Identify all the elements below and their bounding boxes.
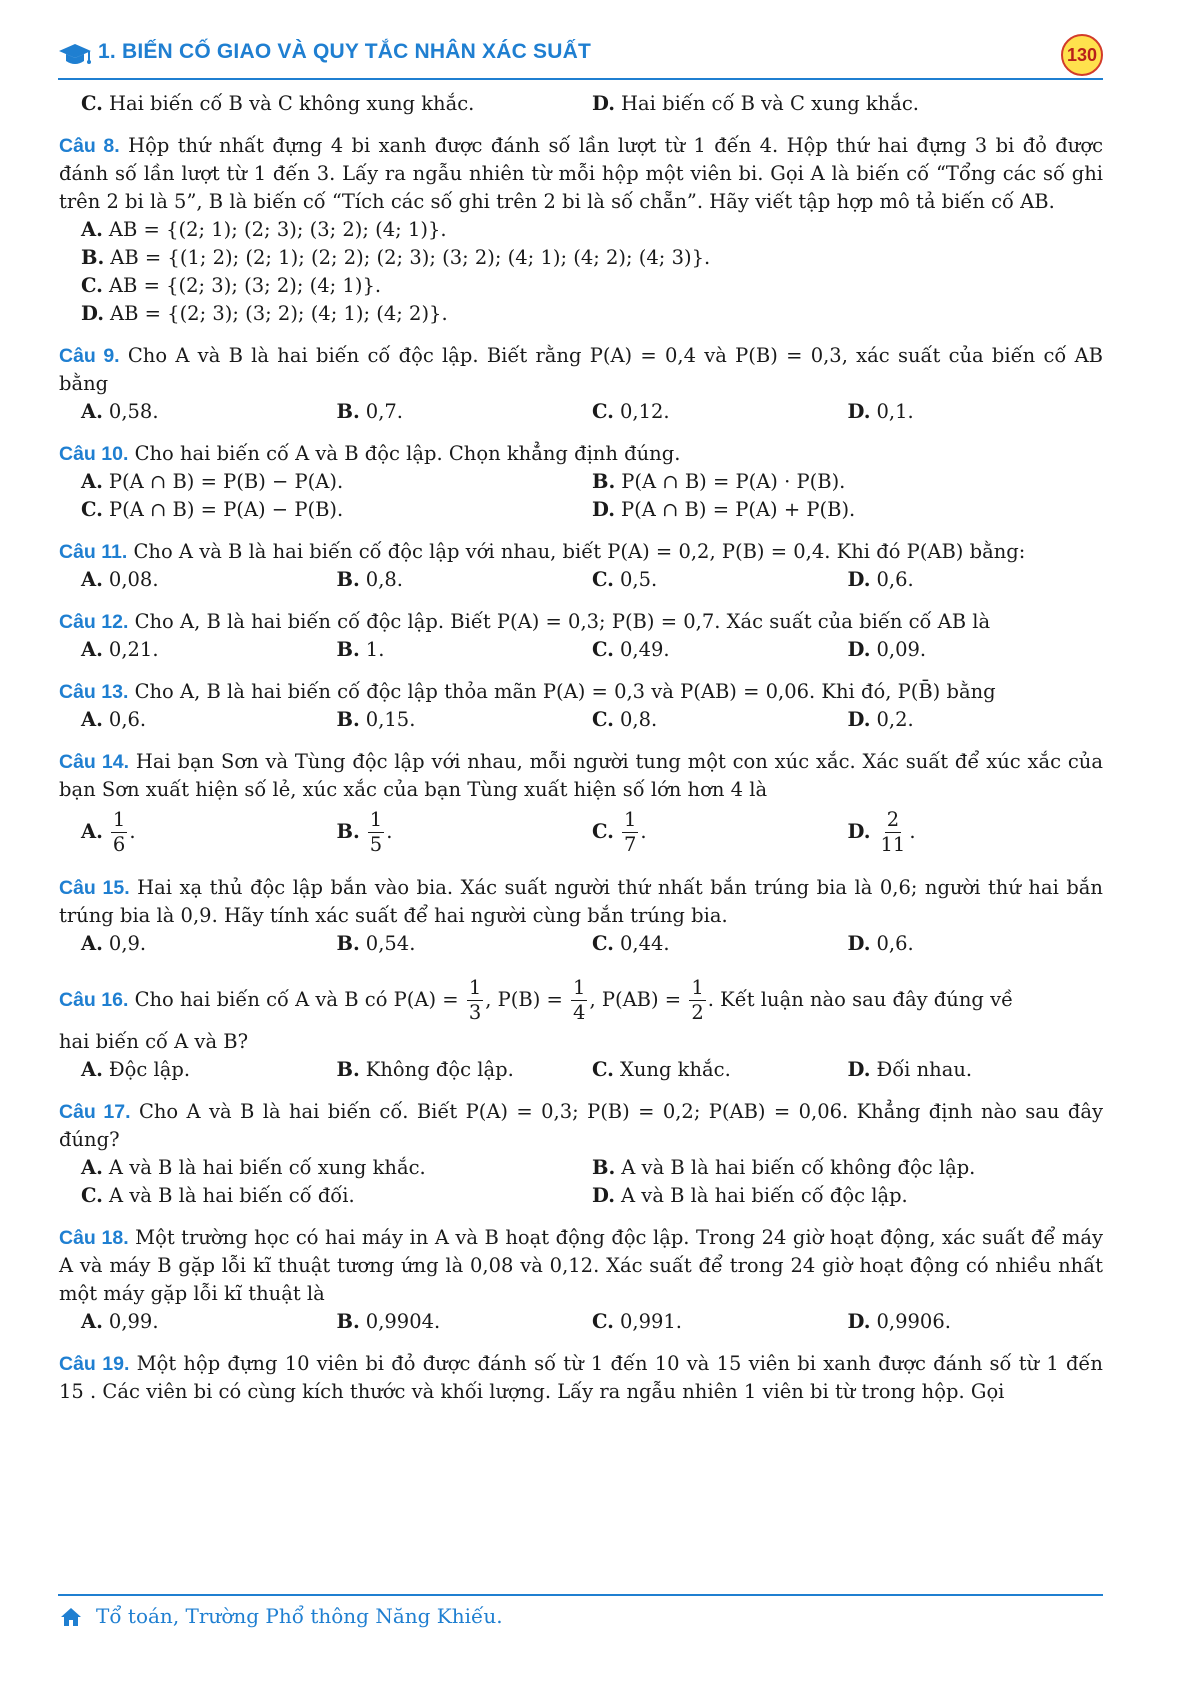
question-stem: Câu 15. Hai xạ thủ độc lập bắn vào bia. Xác suất người thứ nhất bắn trúng bia là 0,6; người thứ hai bắn trúng bia là 0,9. Hãy tính xác suất để hai người cùng bắn trúng bia. [59,876,1103,927]
question-label: Câu 10. [59,443,129,465]
question-label: Câu 18. [59,1227,129,1249]
option-c[interactable]: C. 0,8. [592,708,658,731]
options [81,216,1103,328]
footer-text: Tổ toán, Trường Phổ thông Năng Khiếu. [96,1604,503,1628]
options [81,90,1103,118]
question-14 [59,748,1103,860]
page-number-badge: 130 [1061,34,1103,76]
option-c[interactable]: C. 0,12. [592,400,670,423]
option-c[interactable]: C. P(A ∩ B) = P(A) − P(B). [81,498,344,521]
fraction: $\frac{1}{6}$ [112,808,126,856]
option-d[interactable]: D. P(A ∩ B) = P(A) + P(B). [592,498,856,521]
option-c[interactable]: C. 0,44. [592,932,670,955]
fraction: $\frac{1}{5}$ [369,808,383,856]
page-header [58,36,1103,78]
question-label: Câu 14. [59,751,129,773]
option-b[interactable]: B. 1. [336,638,385,661]
option-b[interactable]: B. 0,8. [336,568,403,591]
question-13 [59,678,1103,734]
option-b[interactable]: B. P(A ∩ B) = P(A) · P(B). [592,470,846,493]
option-a[interactable]: A. 0,21. [81,638,159,661]
option-b[interactable]: B. $\frac{1}{5}$ . [336,808,393,856]
question-stem: Câu 8. Hộp thứ nhất đựng 4 bi xanh được đánh số lần lượt từ 1 đến 4. Hộp thứ hai đựng 3 bi đỏ được đánh số lần lượt từ 1 đến 3. Lấy ra ngẫu nhiên từ mỗi hộp một viên bi. Gọi A là biến cố “Tổng các số ghi trên 2 bi là 5”, B là biến cố “Tích các số ghi trên 2 bi là số chẵn”. Hãy viết tập hợp mô tả biến cố AB. [59,134,1103,213]
options [81,398,1103,426]
question-7-tail [59,90,1103,118]
option-d[interactable]: D. Hai biến cố B và C xung khắc. [592,92,920,115]
question-label: Câu 9. [59,345,120,367]
options [81,636,1103,664]
question-stem: Câu 11. Cho A và B là hai biến cố độc lập với nhau, biết P(A) = 0,2, P(B) = 0,4. Khi đó P(AB) bằng: [59,540,1026,563]
option-d[interactable]: D. 0,1. [847,400,914,423]
option-d[interactable]: D. Đối nhau. [847,1058,973,1081]
option-a[interactable]: A. 0,99. [81,1310,159,1333]
option-d[interactable]: D. 0,6. [847,932,914,955]
option-b[interactable]: B. Không độc lập. [336,1058,514,1081]
graduation-cap-icon [58,42,92,68]
option-c[interactable]: C. A và B là hai biến cố đối. [81,1184,355,1207]
option-a[interactable]: A. 0,08. [81,568,159,591]
option-a[interactable]: A. 0,6. [81,708,147,731]
question-8 [59,132,1103,328]
option-d[interactable]: D. 0,2. [847,708,914,731]
question-stem: Câu 17. Cho A và B là hai biến cố. Biết P(A) = 0,3; P(B) = 0,2; P(AB) = 0,06. Khẳng định nào sau đây đúng? [59,1100,1103,1151]
question-label: Câu 13. [59,681,129,703]
question-label: Câu 11. [59,541,128,563]
options [81,1154,1103,1210]
option-d[interactable]: D. $\frac{2}{11}$ . [847,808,916,856]
option-a[interactable]: A. 0,58. [81,400,159,423]
option-c[interactable]: C. Hai biến cố B và C không xung khắc. [81,92,475,115]
question-stem: Câu 10. Cho hai biến cố A và B độc lập. Chọn khẳng định đúng. [59,442,681,465]
option-c[interactable]: C. Xung khắc. [592,1058,731,1081]
option-d[interactable]: D. 0,09. [847,638,927,661]
home-icon [60,1607,82,1627]
question-stem: Câu 12. Cho A, B là hai biến cố độc lập. Biết P(A) = 0,3; P(B) = 0,7. Xác suất của biến cố AB là [59,610,991,633]
option-d[interactable]: D. AB = {(2; 3); (3; 2); (4; 1); (4; 2)}. [81,302,448,325]
question-stem: Câu 19. Một hộp đựng 10 viên bi đỏ được đánh số từ 1 đến 10 và 15 viên bi xanh được đánh số từ 1 đến 15 . Các viên bi có cùng kích thước và khối lượng. Lấy ra ngẫu nhiên 1 viên bi từ trong hộp. Gọi [59,1352,1103,1403]
fraction: $\frac{1}{3}$ [468,976,482,1024]
option-b[interactable]: B. AB = {(1; 2); (2; 1); (2; 2); (2; 3); (3; 2); (4; 1); (4; 2); (4; 3)}. [81,246,711,269]
fraction: $\frac{1}{7}$ [623,808,637,856]
question-19 [59,1350,1103,1406]
options [81,804,1103,860]
fraction: $\frac{1}{4}$ [573,976,586,1024]
option-d[interactable]: D. 0,6. [847,568,914,591]
option-b[interactable]: B. 0,15. [336,708,416,731]
option-b[interactable]: B. 0,7. [336,400,403,423]
question-17 [59,1098,1103,1210]
question-15 [59,874,1103,958]
options [81,706,1103,734]
question-label: Câu 15. [59,877,130,899]
options [81,468,1103,524]
option-a[interactable]: A. Độc lập. [81,1058,191,1081]
option-b[interactable]: B. A và B là hai biến cố không độc lập. [592,1156,976,1179]
question-stem: Câu 9. Cho A và B là hai biến cố độc lập. Biết rằng P(A) = 0,4 và P(B) = 0,3, xác suất của biến cố AB bằng [59,344,1103,395]
option-b[interactable]: B. 0,9904. [336,1310,441,1333]
question-label: Câu 16. [59,989,129,1011]
options [81,930,1103,958]
option-c[interactable]: C. 0,991. [592,1310,682,1333]
option-d[interactable]: D. 0,9906. [847,1310,951,1333]
fraction: $\frac{2}{11}$ [880,808,906,856]
question-11 [59,538,1103,594]
question-9 [59,342,1103,426]
option-a[interactable]: A. A và B là hai biến cố xung khắc. [81,1156,426,1179]
options [81,566,1103,594]
option-c[interactable]: C. 0,49. [592,638,670,661]
question-16 [59,972,1103,1084]
question-stem-continuation: hai biến cố A và B? [59,1030,249,1053]
option-a[interactable]: A. AB = {(2; 1); (2; 3); (3; 2); (4; 1)}. [81,218,447,241]
question-stem: Câu 16. Cho hai biến cố A và B có P(A) = $\frac{1}{3}$ , P(B) = $\frac{1}{4}$ , P(AB) = $\frac{1}{2}$ . Kết luận nào sau đây đúng về [59,976,1014,1024]
options [81,1308,1103,1336]
header-rule [58,78,1103,80]
question-stem: Câu 18. Một trường học có hai máy in A và B hoạt động độc lập. Trong 24 giờ hoạt động, xác suất để máy A và máy B gặp lỗi kĩ thuật tương ứng là 0,08 và 0,12. Xác suất để trong 24 giờ hoạt động có nhiều nhất một máy gặp lỗi kĩ thuật là [59,1226,1103,1305]
option-b[interactable]: B. 0,54. [336,932,416,955]
option-a[interactable]: A. P(A ∩ B) = P(B) − P(A). [81,470,344,493]
question-label: Câu 17. [59,1101,131,1123]
options [81,1056,1103,1084]
question-label: Câu 12. [59,611,129,633]
question-stem: Câu 13. Cho A, B là hai biến cố độc lập thỏa mãn P(A) = 0,3 và P(AB) = 0,06. Khi đó, P(B̄) bằng [59,680,996,703]
question-10 [59,440,1103,524]
page-title: 1. BIẾN CỐ GIAO VÀ QUY TẮC NHÂN XÁC SUẤT [98,40,591,63]
question-label: Câu 19. [59,1353,130,1375]
question-12 [59,608,1103,664]
question-stem: Câu 14. Hai bạn Sơn và Tùng độc lập với nhau, mỗi người tung một con xúc xắc. Xác suất để xúc xắc của bạn Sơn xuất hiện số lẻ, xúc xắc của bạn Tùng xuất hiện số lớn hơn 4 là [59,750,1103,801]
footer-rule [58,1594,1103,1596]
option-a[interactable]: A. 0,9. [81,932,147,955]
option-c[interactable]: C. AB = {(2; 3); (3; 2); (4; 1)}. [81,274,382,297]
question-label: Câu 8. [59,135,120,157]
question-list [59,90,1103,1420]
option-d[interactable]: D. A và B là hai biến cố độc lập. [592,1184,908,1207]
fraction: $\frac{1}{2}$ [691,976,704,1024]
option-a[interactable]: A. $\frac{1}{6}$ . [81,808,136,856]
option-c[interactable]: C. $\frac{1}{7}$ . [592,808,647,856]
option-c[interactable]: C. 0,5. [592,568,658,591]
question-18 [59,1224,1103,1336]
